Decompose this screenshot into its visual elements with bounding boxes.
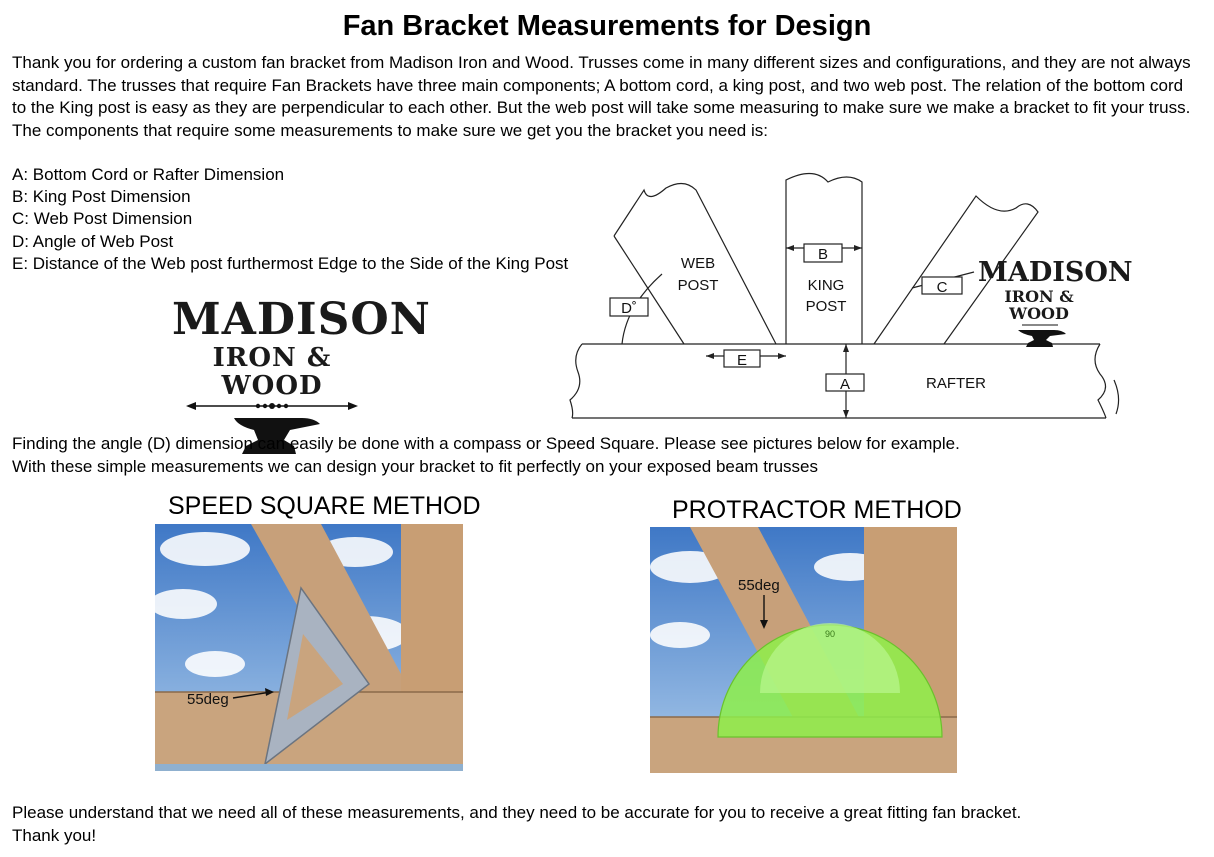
- logo-line2: IRON & WOOD: [212, 343, 332, 401]
- speed-square-annotation: 55deg: [187, 691, 229, 708]
- rafter-label: RAFTER: [926, 375, 986, 392]
- speed-square-title: SPEED SQUARE METHOD: [168, 492, 481, 520]
- measurement-item-c: C: Web Post Dimension: [12, 209, 193, 229]
- measurement-item-e: E: Distance of the Web post furthermost Edge to the Side of the King Post: [12, 253, 569, 273]
- anvil-small-icon: [978, 322, 1100, 348]
- box-c-label: C: [936, 279, 948, 296]
- finding-text: Finding the angle (D) dimension can easily be done with a compass or Speed Square. Please see pictures below for example.: [12, 434, 960, 453]
- protractor-annotation: 55deg: [738, 577, 780, 594]
- footer: [12, 801, 1021, 847]
- king-post-label-1: KING: [807, 277, 845, 294]
- protractor-photo: [650, 527, 957, 773]
- measurement-list: [12, 164, 568, 275]
- footer-line2: Thank you!: [12, 826, 97, 845]
- measurement-item-b: B: King Post Dimension: [12, 187, 191, 207]
- speed-square-photo: [155, 524, 463, 771]
- intro-paragraph: [12, 52, 1202, 142]
- web-post-label-1: WEB: [680, 255, 716, 272]
- design-text: With these simple measurements we can design your bracket to fit perfectly on your exposed beam trusses: [12, 457, 818, 476]
- box-a-label: A: [839, 376, 851, 393]
- box-b-label: B: [817, 246, 829, 263]
- box-e-label: E: [736, 352, 748, 369]
- protractor-center-mark: 90: [824, 629, 836, 639]
- web-post-label-2: POST: [677, 277, 719, 294]
- box-d-label: D˚: [621, 300, 637, 317]
- measurement-item-d: D: Angle of Web Post: [12, 231, 174, 251]
- logo-small-line1: MADISON: [978, 257, 1133, 288]
- intro-text: Thank you for ordering a custom fan bracket from Madison Iron and Wood. Trusses come in many different sizes and configurations, and they are not always standard. The trusses that require Fan Brackets have three main components; A bottom cord, a king post, and two web post. The relation of the bottom cord to the King post is easy as they are perpendicular to each other. But the web post will take some measuring to make sure we make a bracket to fit your truss. The components that require some measurements to make sure we get you the bracket you need is:: [12, 53, 1191, 140]
- protractor-title: PROTRACTOR METHOD: [672, 496, 962, 524]
- king-post-label-2: POST: [805, 298, 847, 315]
- logo-line1: MADISON: [172, 294, 431, 345]
- instructions-paragraph: [12, 432, 960, 478]
- footer-line1: Please understand that we need all of these measurements, and they need to be accurate for you to receive a great fitting fan bracket.: [12, 803, 1022, 822]
- logo-small-line2: IRON & WOOD: [1004, 287, 1074, 323]
- page-title: Fan Bracket Measurements for Design: [342, 10, 872, 42]
- madison-logo-small: [978, 257, 1133, 352]
- measurement-item-a: A: Bottom Cord or Rafter Dimension: [12, 165, 285, 184]
